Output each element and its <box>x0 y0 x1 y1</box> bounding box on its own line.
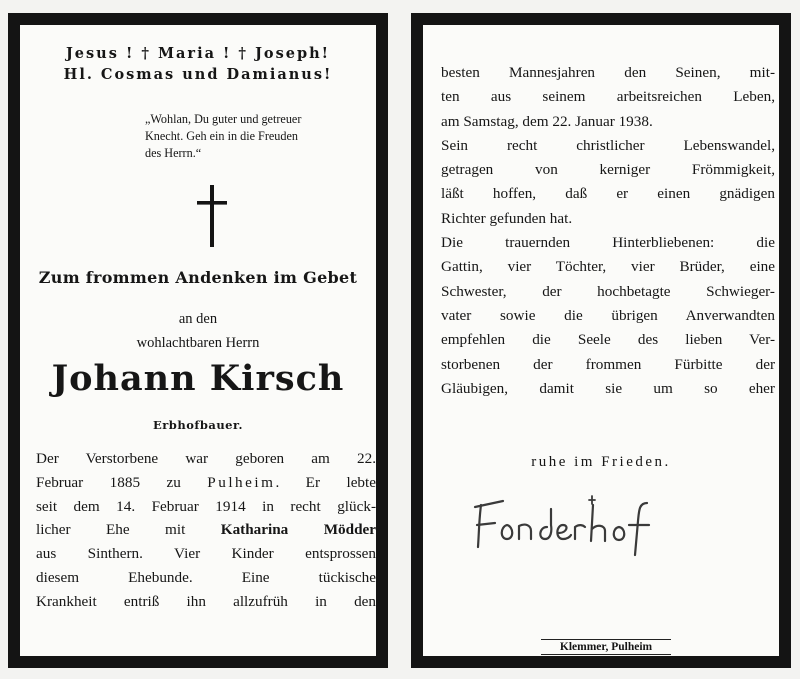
text-line: besten Mannesjahren den Seinen, mit- <box>441 64 775 81</box>
text-line: am Samstag, dem 22. Januar 1938. <box>441 112 653 130</box>
closing-line: ruhe im Frieden. <box>531 454 671 470</box>
text-line: storbenen der frommen Fürbitte der <box>441 355 775 373</box>
invocation-line-1: Jesus ! † Maria ! † Joseph! <box>65 45 331 62</box>
motto-line: „Wohlan, Du guter und getreuer <box>145 112 302 126</box>
text-line: ten aus seinem arbeitsreichen Leben, <box>441 88 775 106</box>
motto-line: Knecht. Geh ein in die Freuden <box>145 129 298 143</box>
text-line: seit dem 14. Februar 1914 in recht glück- <box>36 497 376 515</box>
text-line <box>36 518 376 542</box>
text-line: Gattin, vier Töchter, vier Brüder, eine <box>441 258 775 276</box>
text-segment: Februar 1885 zu <box>36 473 181 491</box>
text-segment: . Er lebte <box>275 473 376 491</box>
text-line: Krankheit entriß ihn allzufrüh in den <box>36 592 376 610</box>
text-line: Der Verstorbene war geboren am 22. <box>36 450 376 467</box>
obituary-text-right <box>441 61 775 401</box>
handwritten-annotation <box>467 495 697 557</box>
wife-name: Katharina Mödder <box>220 521 376 539</box>
invocation-line-2: Hl. Cosmas und Damianus! <box>63 66 333 83</box>
motto-line: des Herrn.“ <box>145 146 202 160</box>
text-line: vater sowie die übrigen Anverwandten <box>441 306 775 324</box>
left-card-border <box>8 13 388 668</box>
text-line: Die trauernden Hinterbliebenen: die <box>441 234 775 252</box>
text-line: Sein recht christlicher Lebenswandel, <box>441 136 775 154</box>
text-line: Gläubigen, damit sie um so eher <box>441 379 775 397</box>
text-line: Richter gefunden hat. <box>441 209 573 227</box>
text-line: empfehlen die Seele des lieben Ver- <box>441 331 775 349</box>
birthplace: Pulheim <box>207 473 276 491</box>
motto-quote <box>145 111 380 162</box>
obituary-text-left <box>36 447 376 614</box>
deceased-name: Johann Kirsch <box>51 358 345 399</box>
text-line: aus Sinthern. Vier Kinder entsprossen <box>36 545 376 563</box>
text-line: läßt hoffen, daß er einen gnädigen <box>441 185 775 203</box>
right-card <box>423 25 779 656</box>
text-line <box>36 471 376 495</box>
text-line: diesem Ehebunde. Eine tückische <box>36 568 376 586</box>
occupation-text: Erbhofbauer. <box>152 418 244 432</box>
left-card <box>20 25 376 656</box>
text-segment: licher Ehe mit <box>36 521 186 539</box>
right-card-border <box>411 13 791 668</box>
text-line: getragen von kerniger Frömmigkeit, <box>441 161 775 179</box>
printer-imprint: Klemmer, Pulheim <box>541 639 671 655</box>
memorial-heading: Zum frommen Andenken im Gebet <box>38 268 358 287</box>
cross-icon <box>197 185 227 247</box>
text-line: Schwester, der hochbetagte Schwieger- <box>441 282 775 300</box>
honorific-text: wohlachtbaren Herrn <box>136 335 260 351</box>
an-den-text: an den <box>178 311 218 327</box>
